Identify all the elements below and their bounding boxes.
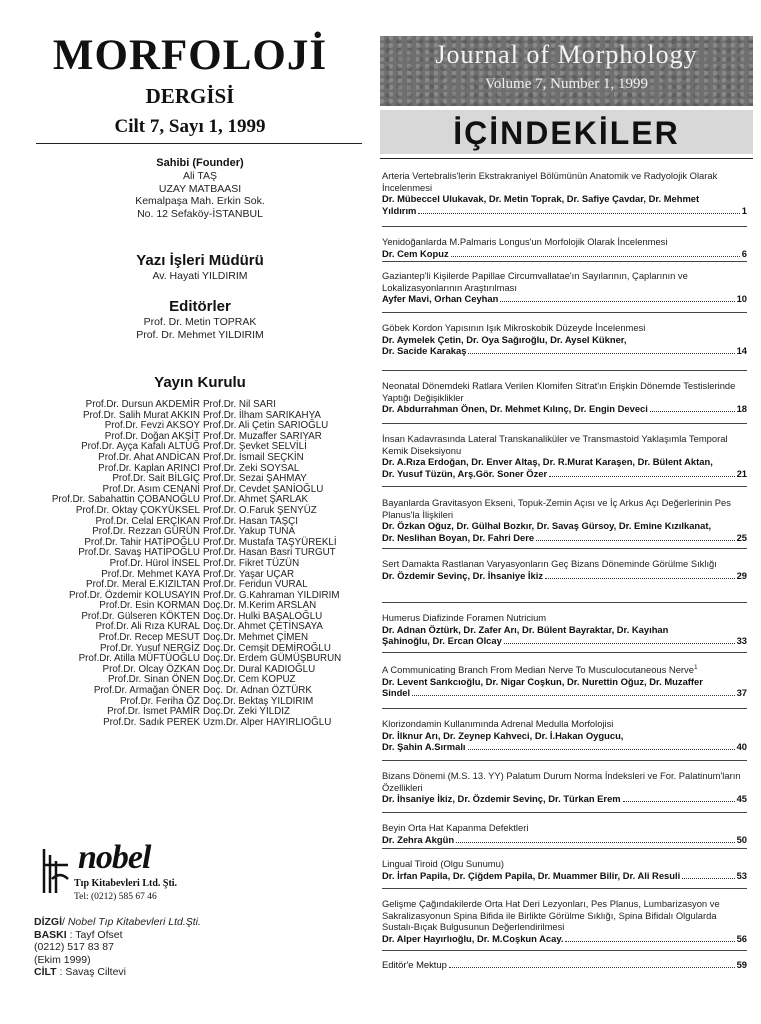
board-member: Prof.Dr. Tahir HATİPOĞLU [84,536,200,548]
owner-label: Sahibi (Founder) [156,157,244,169]
toc-divider [382,423,747,424]
dot-leader [412,695,734,696]
toc-heading: İÇİNDEKİLER [380,110,753,154]
board-member: Prof.Dr. O.Faruk ŞENYÜZ [203,504,317,516]
toc-entry[interactable] [382,433,747,480]
toc-entry-title [382,270,747,293]
cilt-value: Savaş Ciltevi [65,966,127,979]
toc-entry[interactable] [382,380,747,415]
dot-leader [456,842,735,843]
toc-entry[interactable] [382,959,747,971]
issue-info: Cilt 7, Sayı 1, 1999 [114,116,266,137]
dot-leader [623,801,735,802]
toc-entry[interactable] [382,822,747,846]
publisher-phone: Tel: (0212) 585 67 46 [74,892,157,902]
toc-entry-authors: Dr. İhsaniye İkiz, Dr. Özdemir Sevinç, Dr. Türkan Erem [382,793,621,805]
dot-leader [682,878,734,879]
board-member: Prof.Dr. Yaşar UÇAR [203,568,295,580]
toc-entry-title-text: Gelişme Çağındakilerde Orta Hat Deri Lezyonları, Pes Planus, Lumbarizasyon ve Sakralizasyonun Spina Bifida ile Birlikte Görülme Sıklığı, Spina Bifidalı Olgularda Sustalı-Bıçak Bulgusunun Değerlendirilmesi [382,898,720,933]
toc-entry-page: 37 [736,687,747,699]
board-member: Prof.Dr. Kaplan ARINCI [98,462,200,474]
toc-entry[interactable] [382,770,747,805]
toc-entry-title [382,497,747,520]
board-member: Prof.Dr. Meral E.KIZILTAN [86,579,200,591]
board-member: Prof.Dr. Armağan ÖNER [93,685,200,697]
journal-volume: Volume 7, Number 1, 1999 [484,76,649,92]
toc-entry-authors: Yıldırım [382,204,417,216]
toc-entry-authors: Dr. Cem Kopuz [382,247,449,259]
divider [380,158,753,159]
board-member: Prof.Dr. Mustafa TAŞYÜREKLİ [203,536,337,548]
toc-entry-authors: Dr. Abdurrahman Önen, Dr. Mehmet Kılınç, Dr. Engin Deveci [382,403,648,415]
toc-entry-page: 14 [736,345,747,357]
toc-entry[interactable] [382,662,747,699]
toc-entry-title-text: Lingual Tiroid (Olgu Sunumu) [382,858,504,869]
board-member: Prof.Dr. İsmet PAMİR [107,706,200,718]
board-member: Prof.Dr. Gülseren KÖKTEN [81,610,200,622]
toc-divider [382,950,747,951]
board-member: Prof.Dr. Yakup TUNA [203,526,296,538]
toc-entry-title-text: Gaziantep'li Kişilerde Papillae Circumvallatae'ın Sayılarının, Çaplarının ve Lokalizasyonlarının Araştırılması [382,270,688,293]
board-member: Prof.Dr. Fikret TÜZÜN [203,557,300,569]
toc-entry-authors: Dr. Mübeccel Ulukavak, Dr. Metin Toprak, Dr. Safiye Çavdar, Dr. Mehmet [382,193,700,205]
toc-divider [382,760,747,761]
toc-entry-authors: Dr. Yusuf Tüzün, Arş.Gör. Soner Özer [382,467,548,479]
toc-entry-page: 10 [736,293,747,305]
toc-entry-authors: Dr. İrfan Papila, Dr. Çiğdem Papila, Dr. Muammer Bilir, Dr. Ali Resuli [382,869,681,881]
dot-leader [650,411,735,412]
editor-name: Prof. Dr. Mehmet YILDIRIM [136,328,264,341]
board-member: Prof.Dr. Celal ERÇİKAN [95,515,200,527]
board-member: Doç.Dr. Hulki BAŞALOĞLU [203,610,323,622]
board-heading-block [60,374,340,392]
colophon: DİZGİ/ Nobel Tıp Kitabevleri Ltd.Şti. BASKI : Tayf Ofset (0212) 517 83 87 (Ekim 1999) CİLT : Savaş Ciltevi [34,916,201,979]
dizgi-label: DİZGİ [34,916,62,928]
toc-divider [382,848,747,849]
board-member: Prof.Dr. Feridun VURAL [203,579,308,591]
board-member: Prof.Dr. Ali Rıza KURAL [95,621,200,633]
board-member: Prof.Dr. Cevdet ŞANİOĞLU [203,483,324,495]
toc-entry-page: 6 [741,247,747,259]
toc-entry[interactable] [382,612,747,647]
toc-divider [382,812,747,813]
board-member: Doç. Dr. Adnan ÖZTÜRK [203,685,312,697]
toc-entry-page: 33 [736,635,747,647]
board-member: Doç.Dr. Zeki YILDIZ [203,706,290,718]
toc-entry-authors: Dr. Alper Hayırlıoğlu, Dr. M.Coşkun Acay. [382,932,564,944]
toc-entry[interactable] [382,170,747,217]
toc-entry-title: Editör'e Mektup [382,959,447,970]
toc-entry[interactable] [382,497,747,544]
toc-entry-title-text: Klorizondamin Kullanımında Adrenal Medulla Morfolojisi [382,718,614,729]
publisher-wordmark: nobel [78,839,151,876]
toc-entry-authors: Ayfer Mavi, Orhan Ceyhan [382,293,499,305]
toc-entry-title-text: Yenidoğanlarda M.Palmaris Longus'un Morfolojik Olarak İncelenmesi [382,236,668,247]
dot-leader [545,578,735,579]
toc-entry-authors: Dr. Sacide Karakaş [382,345,467,357]
toc-entry-page: 50 [736,833,747,845]
board-member: Prof.Dr. Hasan Basri TURGUT [203,547,336,559]
board-member: Prof.Dr. Esin KORMAN [99,600,200,612]
toc-divider [382,370,747,371]
editors-heading: Editörler [169,298,231,315]
toc-entry-page: 29 [736,569,747,581]
journal-title: MORFOLOJİ [52,32,328,79]
toc-entry-title-text: Neonatal Dönemdeki Ratlara Verilen Klomifen Sitrat'ın Erişkin Dönemde Testislerinde Yaptığı Değişiklikler [382,380,736,403]
editor-in-chief-name: Av. Hayati YILDIRIM [152,270,248,282]
toc-entry-title [382,822,747,834]
toc-entry-page: 25 [736,531,747,543]
board-list-col2 [203,400,341,728]
toc-entry[interactable] [382,858,747,882]
toc-entry-title-text: Bizans Dönemi (M.S. 13. YY) Palatum Durum Norma İndeksleri ve For. Palatinum'ların Özellikleri [382,770,741,793]
footnote-marker: 1 [693,664,698,671]
owner-company: UZAY MATBAASI [158,182,242,195]
toc-entry-title [382,770,747,793]
toc-entry-page: 56 [736,932,747,944]
toc-entry-authors: Dr. Aymelek Çetin, Dr. Oya Sağıroğlu, Dr. Aysel Kükner, [382,333,627,345]
dot-leader [449,967,735,968]
board-member: Doç.Dr. M.Kerim ARSLAN [203,600,317,612]
board-member: Doç.Dr. Bektaş YILDIRIM [203,695,314,707]
board-member: Prof.Dr. Olcay ÖZKAN [102,663,200,675]
toc-entry-page: 18 [736,403,747,415]
toc-entry-title [382,662,747,676]
dizgi-value: Nobel Tıp Kitabevleri Ltd.Şti. [67,916,201,928]
toc-entry-title-text: Humerus Diafizinde Foramen Nutricium [382,612,547,623]
toc-entry-authors: Dr. Zehra Akgün [382,833,455,845]
toc-divider [382,888,747,889]
board-member: Prof.Dr. Nil SARI [203,399,276,410]
board-heading: Yayın Kurulu [154,374,246,391]
board-member: Prof.Dr. Recep MESUT [98,632,200,644]
toc-entry-title [382,718,747,730]
toc-entry-page: 1 [741,204,747,216]
board-member: Doç.Dr. Dural KADIOĞLU [203,663,316,675]
toc-entry-title [382,612,747,624]
board-list-col1 [52,400,200,728]
toc-entry-title [382,433,747,456]
board-member: Uzm.Dr. Alper HAYIRLIOĞLU [203,716,332,728]
board-member: Doç.Dr. Cemşit DEMİROĞLU [203,642,331,654]
toc-entry-title [382,236,747,248]
board-member: Doç.Dr. Mehmet ÇİMEN [203,632,309,644]
dot-leader [565,941,734,942]
toc-divider [382,226,747,227]
toc-entry-title-text: Beyin Orta Hat Kapanma Defektleri [382,822,529,833]
board-member: Prof.Dr. Salih Murat AKKIN [82,409,200,421]
toc-divider [382,548,747,549]
dot-leader [468,353,734,354]
toc-entry-title [382,858,747,870]
board-member: Prof.Dr. İsmail SEÇKİN [203,451,304,463]
board-member: Prof.Dr. Özdemir KOLUSAYIN [68,589,200,601]
board-member: Prof.Dr. Atilla MÜFTÜOĞLU [78,653,200,665]
toc-entry-authors: Sindel [382,687,411,699]
toc-entry[interactable] [382,898,747,945]
board-member: Prof.Dr. Ahat ANDİCAN [98,451,200,463]
board-member: Prof.Dr. Sait BİLGİÇ [112,473,200,485]
editor-in-chief-heading: Yazı İşleri Müdürü [136,252,264,269]
board-member: Prof.Dr. Feriha ÖZ [119,695,200,707]
editor-name: Prof. Dr. Metin TOPRAK [143,316,257,328]
cilt-label: CİLT [34,966,57,979]
board-member: Doç.Dr. Erdem GÜMÜŞBURUN [203,653,342,665]
toc-divider [382,602,747,603]
toc-divider [382,261,747,262]
baski-label: BASKI [34,928,67,941]
toc-entry-page: 40 [736,741,747,753]
board-member: Prof.Dr. Hasan TAŞÇI [203,515,298,527]
board-member: Prof.Dr. Muzaffer SARIYAR [203,430,322,442]
toc-divider [382,708,747,709]
board-member: Prof.Dr. Sinan ÖNEN [107,674,200,686]
toc-entry-page: 21 [736,467,747,479]
toc-entry[interactable] [382,236,747,260]
editors-block [60,298,340,341]
toc-entry-title [382,558,747,570]
toc-entry-authors: Dr. Levent Sarıkcıoğlu, Dr. Nigar Coşkun, Dr. Nurettin Oğuz, Dr. Muzaffer [382,675,703,687]
baski-value: Tayf Ofset [75,928,123,941]
toc-entry-title-text: Göbek Kordon Yapısının Işık Mikroskobik Düzeyde İncelenmesi [382,322,646,333]
owner-name: Ali TAŞ [182,170,218,182]
toc-entry-title-text: Arteria Vertebralis'lerin Ekstrakraniyel Bölümünün Anatomik ve Radyolojik Olarak İncelenmesi [382,170,718,193]
toc-entry-authors: Dr. Özkan Oğuz, Dr. Gülhal Bozkır, Dr. Savaş Gürsoy, Dr. Emine Kızılkanat, [382,520,712,532]
dot-leader [504,643,735,644]
board-member: Prof.Dr. Ali Çetin SARIOĞLU [203,420,329,432]
contents-column [372,0,761,1024]
publisher-logo [34,839,234,903]
journal-banner [380,36,753,106]
toc-entry-title-text: Bayanlarda Gravitasyon Ekseni, Topuk-Zemin Açısı ve İç Arkus Açı Değerlerinin Pes Planus'la İlişkileri [382,497,731,520]
toc-divider [382,652,747,653]
toc-divider [382,312,747,313]
toc-entry-page: 59 [736,959,747,970]
toc-entry-title-text: İnsan Kadavrasında Lateral Transkanaliküler ve Transmastoid Yaklaşımla Temporal Kemik Diseksiyonu [382,433,728,456]
toc-entry-title-text: Sert Damakta Rastlanan Varyasyonların Geç Bizans Döneminde Görülme Sıklığı [382,558,717,569]
toc-entry-authors: Dr. Neslihan Boyan, Dr. Fahri Dere [382,531,535,543]
board-member: Prof.Dr. Ayça Kafalı ALTUĞ [81,441,200,453]
journal-subtitle: DERGİSİ [145,84,235,108]
toc-entry-authors: Şahinoğlu, Dr. Ercan Olcay [382,635,502,647]
masthead-column [0,0,370,1024]
board-member: Prof.Dr. Sezai ŞAHMAY [203,473,307,485]
dot-leader [418,213,739,214]
dot-leader [500,301,734,302]
owner-address-line2: No. 12 Sefaköy-İSTANBUL [137,207,263,220]
toc-entry[interactable] [382,270,747,305]
board-member: Prof.Dr. Hürol İNSEL [109,557,200,569]
board-member: Prof.Dr. Ahmet ŞARLAK [203,494,309,506]
board-member: Prof.Dr. Zeki SOYSAL [203,462,300,474]
toc-entry-authors: Dr. Şahin A.Sırmalı [382,741,466,753]
owner-block [60,157,340,220]
toc-entry-title [382,898,747,933]
journal-english-title: Journal of Morphology [435,40,698,69]
toc-entry-title [382,322,747,334]
board-member: Prof.Dr. Şevket SELVİLİ [203,441,307,453]
board-member: Doç.Dr. Ahmet ÇETİNSAYA [203,621,323,633]
printer-phone: (0212) 517 83 87 [34,941,114,954]
board-member: Prof.Dr. İlham SARIKAHYA [203,409,321,421]
board-member: Prof.Dr. Dursun AKDEMİR [85,399,200,410]
board-member: Prof.Dr. Sadık PEREK [103,716,200,728]
toc-entry[interactable] [382,718,747,753]
board-member: Prof.Dr. G.Kahraman YILDIRIM [203,589,340,601]
board-member: Prof.Dr. Savaş HATİPOĞLU [78,547,200,559]
board-member: Prof.Dr. Fevzi AKSOY [104,420,200,432]
dot-leader [536,540,734,541]
toc-entry-authors: Dr. İlknur Arı, Dr. Zeynep Kahveci, Dr. İ.Hakan Oygucu, [382,729,624,741]
board-member: Prof.Dr. Mehmet KAYA [101,568,200,580]
print-date: (Ekim 1999) [34,953,91,966]
board-member: Prof.Dr. Oktay ÇOKYÜKSEL [75,504,200,516]
board-member: Prof.Dr. Rezzan GÜRÜN [92,526,200,538]
toc-divider [382,486,747,487]
toc-entry-page: 53 [736,869,747,881]
toc-entry-title [382,380,747,403]
owner-address-line1: Kemalpaşa Mah. Erkin Sok. [135,195,265,207]
dot-leader [549,476,734,477]
board-member: Prof.Dr. Yusuf NERGİZ [100,642,200,654]
editor-in-chief-block [60,252,340,283]
divider [36,143,362,144]
nobel-logo-icon [38,845,72,897]
board-member: Prof.Dr. Sabahattin ÇOBANOĞLU [51,494,200,506]
board-member: Prof.Dr. Doğan AKŞİT [104,430,200,442]
dot-leader [468,749,735,750]
toc-entry-title-text: A Communicating Branch From Median Nerve To Musculocutaneous Nerve [382,664,694,676]
dot-leader [451,256,740,257]
toc-entry[interactable] [382,322,747,357]
toc-entry[interactable] [382,558,747,582]
toc-entry-title [382,170,747,193]
publisher-company: Tıp Kitabevleri Ltd. Şti. [74,878,178,889]
toc-entry-authors: Dr. A.Rıza Erdoğan, Dr. Enver Altaş, Dr. R.Murat Karaşen, Dr. Bülent Aktan, [382,456,713,468]
toc-entry-authors: Dr. Adnan Öztürk, Dr. Zafer Arı, Dr. Bülent Bayraktar, Dr. Kayıhan [382,623,669,635]
board-member: Prof.Dr. Asım CENANİ [102,483,200,495]
toc-entry-page: 45 [736,793,747,805]
board-member: Doç.Dr. Cem KOPUZ [203,674,296,686]
toc-entry-authors: Dr. Özdemir Sevinç, Dr. İhsaniye İkiz [382,569,544,581]
